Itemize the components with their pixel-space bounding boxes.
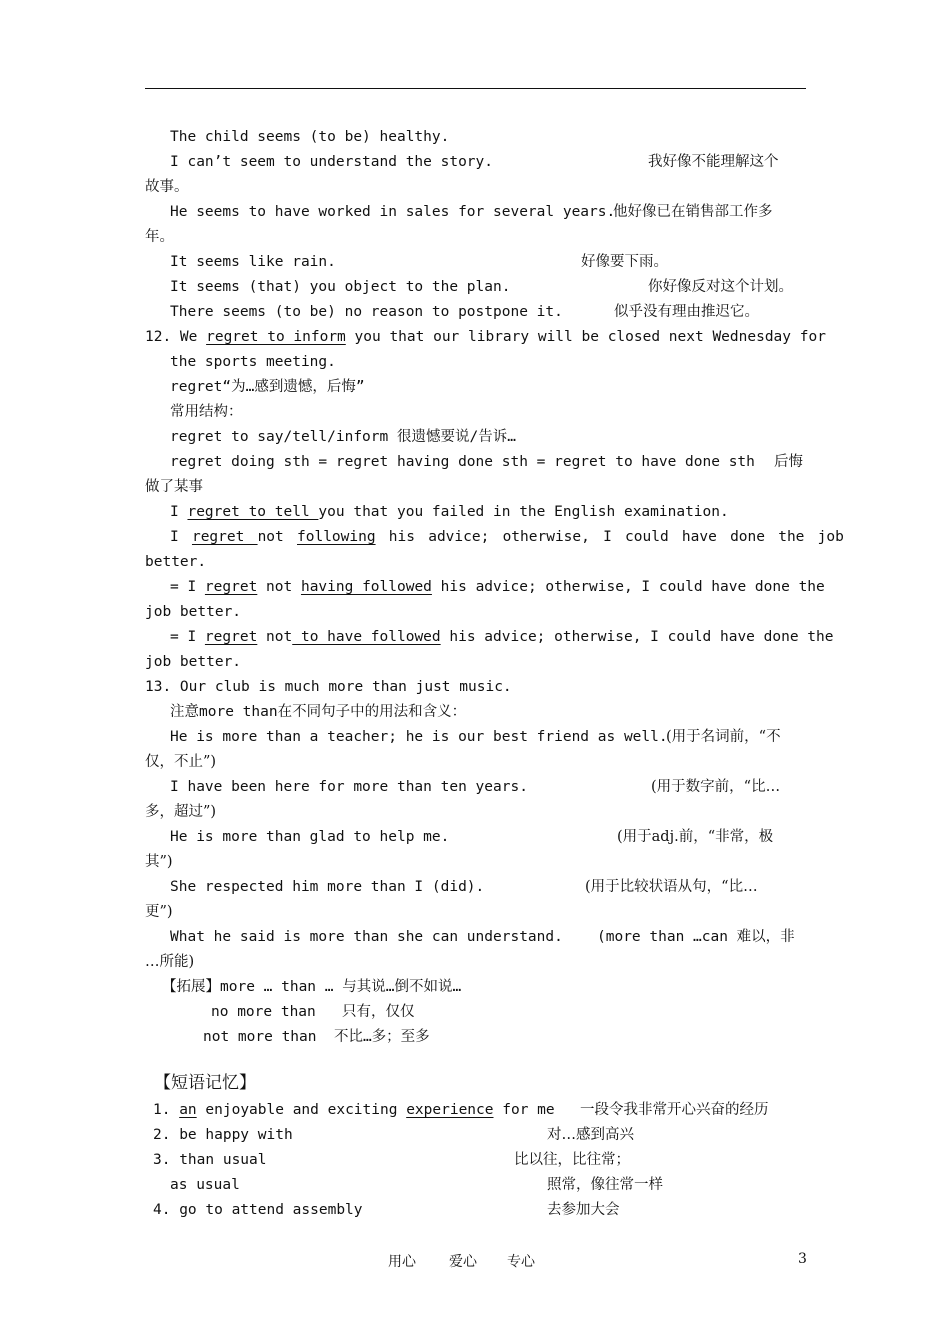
text-line: 【拓展】more … than … 与其说…倒不如说… bbox=[162, 979, 462, 995]
text-line: 故事。 bbox=[145, 179, 189, 195]
text-line: I regret to tell you that you failed in the English examination. bbox=[170, 504, 729, 520]
text-line: …所能) bbox=[145, 954, 195, 970]
text-line: job better. bbox=[145, 654, 242, 670]
text-line: better. bbox=[145, 554, 207, 570]
phrase-translation: 去参加大会 bbox=[547, 1202, 620, 1218]
text-line: 他好像已在销售部工作多 bbox=[613, 204, 773, 220]
text-line: = I regret not to have followed his advice; otherwise, I could have done the bbox=[170, 629, 834, 645]
text-line: 更”) bbox=[145, 904, 173, 920]
text-line: not more than 不比…多；至多 bbox=[203, 1029, 430, 1045]
text-line: = I regret not having followed his advice; otherwise, I could have done the bbox=[170, 579, 825, 595]
text-line: job better. bbox=[145, 604, 242, 620]
text-line: regret to say/tell/inform 很遗憾要说/告诉… bbox=[170, 429, 516, 445]
header-rule bbox=[145, 88, 806, 89]
phrase-item: 1. an enjoyable and exciting experience for me bbox=[153, 1102, 555, 1118]
text-line: It seems (that) you object to the plan. bbox=[170, 279, 511, 295]
text-line: (用于数字前，“比… bbox=[651, 779, 781, 795]
phrase-item: 2. be happy with bbox=[153, 1127, 293, 1143]
text-line: regret“为…感到遗憾，后悔” bbox=[170, 379, 365, 395]
text-line: the sports meeting. bbox=[170, 354, 336, 370]
text-line: It seems like rain. bbox=[170, 254, 336, 270]
text-line: regret doing sth = regret having done sth = regret to have done sth bbox=[170, 454, 755, 470]
text-line: 其”) bbox=[145, 854, 173, 870]
text-line: I regret not following his advice; otherwise, I could have done the job bbox=[170, 529, 844, 545]
text-line: I have been here for more than ten years. bbox=[170, 779, 528, 795]
text-line: 你好像反对这个计划。 bbox=[648, 279, 793, 295]
text-line: He is more than glad to help me. bbox=[170, 829, 450, 845]
text-line: (用于adj.前，“非常，极 bbox=[617, 829, 774, 845]
text-line: (用于比较状语从句，“比… bbox=[585, 879, 758, 895]
text-line: I can’t seem to understand the story. bbox=[170, 154, 494, 170]
text-line: 做了某事 bbox=[145, 479, 203, 495]
text-line: (more than …can 难以，非 bbox=[597, 929, 795, 945]
text-line: What he said is more than she can understand. bbox=[170, 929, 563, 945]
text-line: He is more than a teacher; he is our best friend as well. bbox=[170, 729, 668, 745]
text-line: 常用结构： bbox=[170, 404, 243, 420]
text-line: There seems (to be) no reason to postpone it. bbox=[170, 304, 563, 320]
text-line: 12. We regret to inform you that our library will be closed next Wednesday for bbox=[145, 329, 826, 345]
phrase-item: 4. go to attend assembly bbox=[153, 1202, 363, 1218]
text-line: 多，超过”) bbox=[145, 804, 217, 820]
footer-motto: 专心 bbox=[507, 1254, 535, 1270]
text-line: 后悔 bbox=[774, 454, 803, 470]
footer-motto: 用心 bbox=[388, 1254, 416, 1270]
phrase-translation: 照常，像往常一样 bbox=[547, 1177, 663, 1193]
text-line: no more than 只有，仅仅 bbox=[211, 1004, 415, 1020]
phrase-translation: 对…感到高兴 bbox=[547, 1127, 634, 1143]
footer-motto: 爱心 bbox=[449, 1254, 477, 1270]
phrase-translation: 比以往，比往常； bbox=[514, 1152, 630, 1168]
text-line: He seems to have worked in sales for several years. bbox=[170, 204, 616, 220]
text-line: 似乎没有理由推迟它。 bbox=[614, 304, 759, 320]
text-line: The child seems (to be) healthy. bbox=[170, 129, 450, 145]
section-title: 【短语记忆】 bbox=[154, 1073, 256, 1093]
text-line: (用于名词前，“不 bbox=[666, 729, 781, 745]
phrase-translation: 一段令我非常开心兴奋的经历 bbox=[580, 1102, 769, 1118]
text-line: 好像要下雨。 bbox=[581, 254, 668, 270]
text-line: She respected him more than I (did). bbox=[170, 879, 485, 895]
text-line: 年。 bbox=[145, 229, 174, 245]
text-line: 注意more than在不同句子中的用法和含义： bbox=[170, 704, 467, 720]
text-line: 仅，不止”) bbox=[145, 754, 217, 770]
phrase-item: 3. than usual bbox=[153, 1152, 267, 1168]
text-line: 13. Our club is much more than just music. bbox=[145, 679, 512, 695]
page-number: 3 bbox=[798, 1251, 807, 1267]
phrase-item: as usual bbox=[170, 1177, 240, 1193]
text-line: 我好像不能理解这个 bbox=[648, 154, 779, 170]
